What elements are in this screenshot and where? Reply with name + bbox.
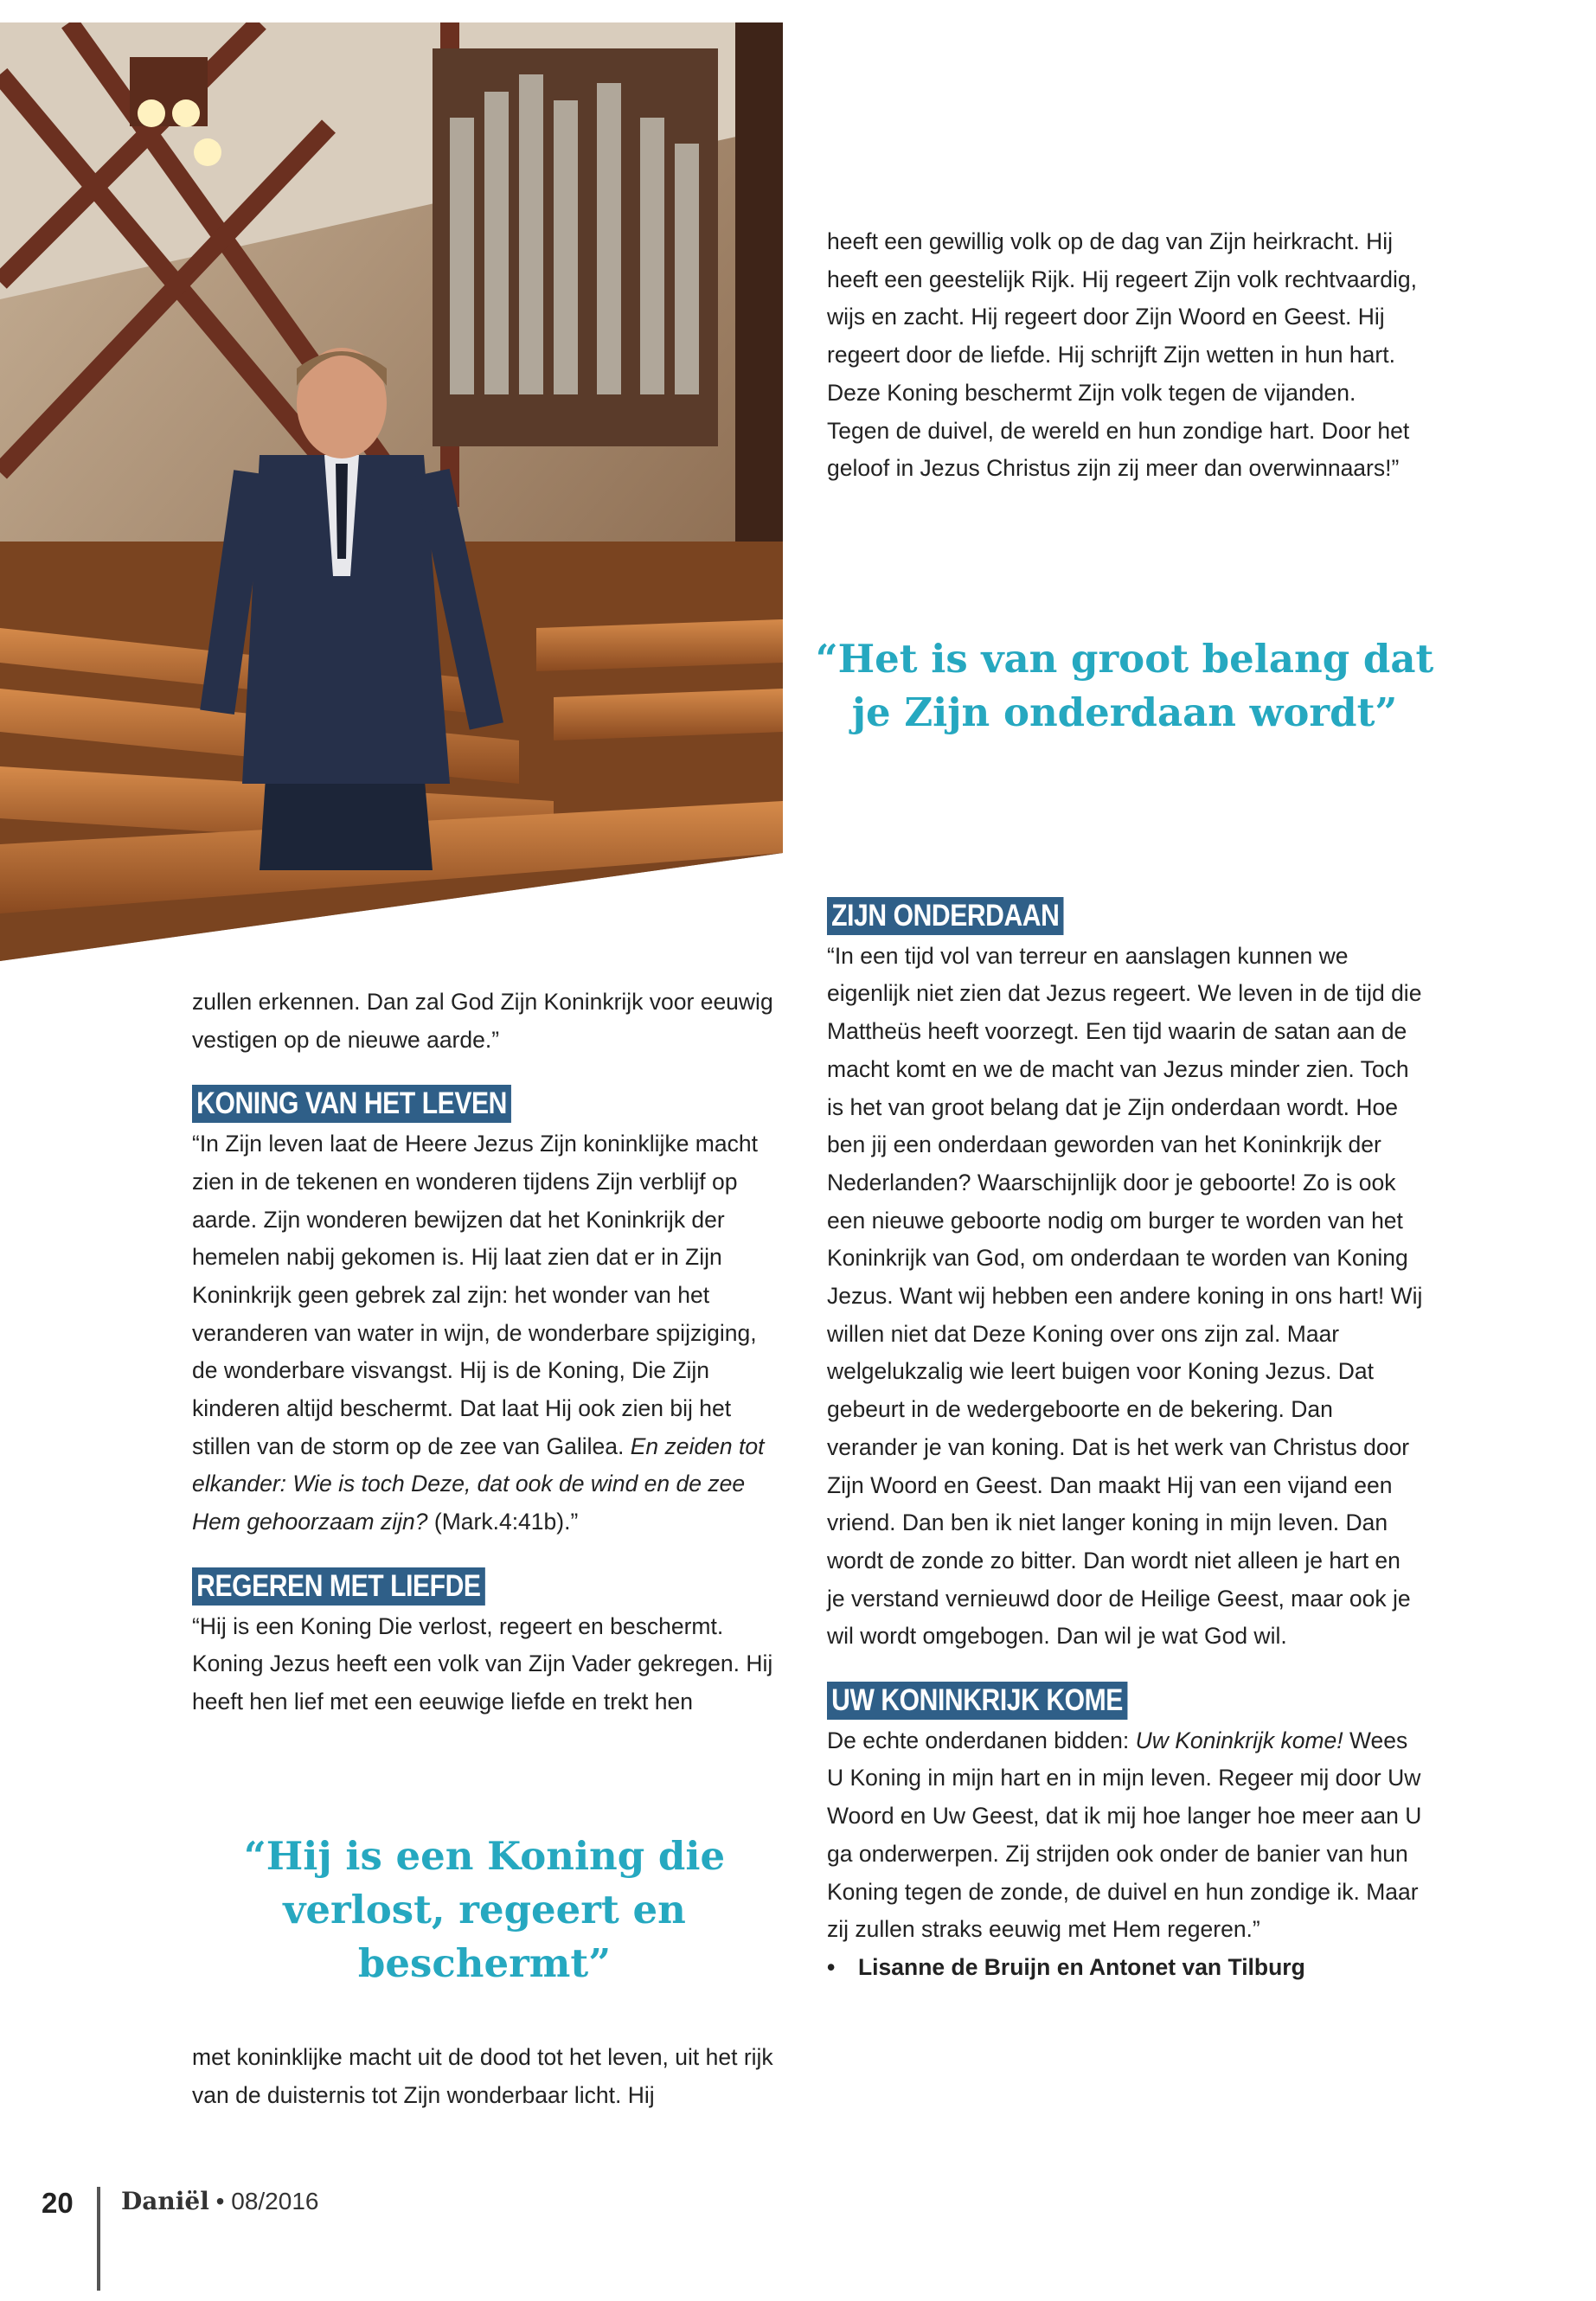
- paragraph: met koninklijke macht uit de dood tot het leven, uit het rijk van de duisternis tot Zijn wonderbaar licht. Hij: [192, 2044, 773, 2108]
- bible-quote: En zeiden tot elkander: Wie is toch Deze, dat ook de wind en de zee Hem gehoorzaam zijn?: [192, 1433, 765, 1535]
- magazine-info: [121, 2187, 318, 2215]
- paragraph: zullen erkennen. Dan zal God Zijn Koninkrijk voor eeuwig vestigen op de nieuwe aarde.”: [192, 989, 773, 1053]
- section-heading: ZIJN ONDERDAAN: [827, 897, 1064, 935]
- paragraph-text: De echte onderdanen bidden:: [827, 1727, 1130, 1753]
- prayer-quote: Uw Koninkrijk kome!: [1135, 1727, 1343, 1753]
- paragraph: [192, 1125, 785, 1541]
- issue-date: 08/2016: [231, 2188, 319, 2214]
- section-uw-koninkrijk-kome: [827, 1682, 1424, 1949]
- article-photo: [0, 22, 783, 961]
- pull-quote: “Hij is een Koning die verlost, regeert en beschermt”: [243, 1833, 726, 1986]
- section-heading: UW KONINKRIJK KOME: [827, 1682, 1127, 1720]
- left-column-top: [192, 984, 785, 1721]
- footer-separator: •: [215, 2188, 225, 2214]
- paragraph: “Hij is een Koning Die verlost, regeert en beschermt. Koning Jezus heeft een volk van Zijn Vader gekregen. Hij heeft hen lief met een eeuwige liefde en trekt hen: [192, 1612, 773, 1715]
- footer-divider: [97, 2187, 100, 2291]
- right-column-main: [827, 897, 1424, 1987]
- paragraph-text: Wees U Koning in mijn hart en in mijn leven. Regeer mij door Uw Woord en Uw Geest, dat ik mij hoe langer hoe meer aan U ga onderwerpen. Zij strijden ook onder de banier van hun Koning tegen de zonde, de duivel en hun zondige ik. Maar zij zullen straks eeuwig met Hem regeren.”: [827, 1727, 1422, 1943]
- church-photo-illustration: [0, 22, 783, 961]
- section-regeren-met-liefde: [192, 1567, 785, 1721]
- section-zijn-onderdaan: [827, 897, 1424, 1656]
- paragraph-text: “In Zijn leven laat de Heere Jezus Zijn koninklijke macht zien in de tekenen en wonderen tijdens Zijn verblijf op aarde. Zijn wonderen bewijzen dat het Koninkrijk der hemelen nabij gekomen is. Hij laat zien dat er in Zijn Koninkrijk geen gebrek zal zijn: het wonder van het veranderen van water in wijn, de wonderbare spijziging, de wonderbare visvangst. Hij is de Koning, Die Zijn kinderen altijd beschermt. Dat laat Hij ook zien bij het stillen van de storm op de zee van Galilea.: [192, 1131, 758, 1459]
- pull-quote: “Het is van groot belang dat je Zijn onderdaan wordt”: [815, 636, 1434, 735]
- section-koning-van-het-leven: [192, 1085, 785, 1541]
- paragraph: [827, 1722, 1424, 1949]
- magazine-title: Daniël: [121, 2187, 209, 2215]
- page-number: 20: [42, 2187, 74, 2219]
- section-heading: KONING VAN HET LEVEN: [192, 1085, 511, 1123]
- paragraph: “In een tijd vol van terreur en aanslagen kunnen we eigenlijk niet zien dat Jezus regeert. We leven in de tijd die Mattheüs heeft voorzegt. Een tijd waarin de satan aan de macht komt en we de macht van Jezus minder zien. Toch is het van groot belang dat je Zijn onderdaan wordt. Hoe ben jij een onderdaan geworden van het Koninkrijk der Nederlanden? Waarschijnlijk door je geboorte! Zo is ook een nieuwe geboorte nodig om burger te worden van het Koninkrijk van God, om onderdaan te worden van Koning Jezus. Want wij hebben een andere koning in ons hart! Wij willen niet dat Deze Koning over ons zijn zal. Maar welgelukzalig wie leert buigen voor Koning Jezus. Dat gebeurt in de wedergeboorte en de bekering. Dan verander je van koning. Dat is het werk van Christus door Zijn Woord en Geest. Dan maakt Hij van een vijand een vriend. Dan ben ik niet langer koning in mijn leven. Dan wordt de zonde zo bitter. Dan wordt niet alleen je hart en je verstand vernieuwd door de Heilige Geest, maar ook je wil wordt omgebogen. Dan wil je wat God wil.: [827, 942, 1423, 1650]
- author-byline: [827, 1949, 1424, 1987]
- bible-reference: (Mark.4:41b).”: [433, 1509, 579, 1535]
- paragraph: heeft een gewillig volk op de dag van Zijn heirkracht. Hij heeft een geestelijk Rijk. Hij regeert Zijn volk rechtvaardig, wijs en zacht. Hij regeert door Zijn Woord en Geest. Hij regeert door de liefde. Hij schrijft Zijn wetten in hun hart. Deze Koning beschermt Zijn volk tegen de vijanden. Tegen de duivel, de wereld en hun zondige hart. Door het geloof in Jezus Christus zijn zij meer dan overwinnaars!”: [827, 228, 1417, 482]
- bullet-icon: •: [827, 1953, 836, 1980]
- right-column-top: [827, 223, 1424, 488]
- author-names: Lisanne de Bruijn en Antonet van Tilburg: [858, 1953, 1305, 1980]
- left-column-bottom: [192, 2039, 785, 2114]
- section-heading: REGEREN MET LIEFDE: [192, 1567, 485, 1606]
